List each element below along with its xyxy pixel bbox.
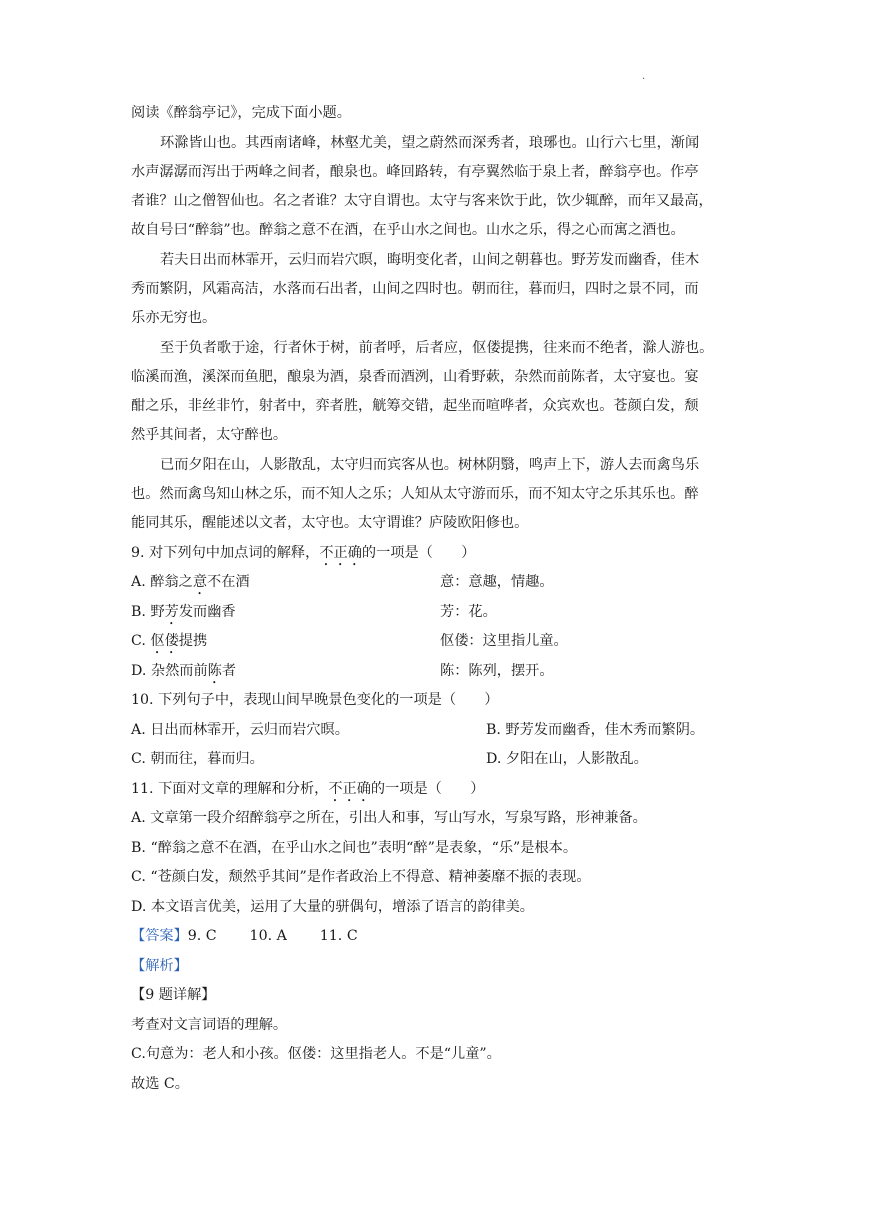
- passage-line: 临溪而渔，溪深而鱼肥，酿泉为酒，泉香而酒洌，山肴野蔌，杂然而前陈者，太守宴也。宴: [131, 369, 699, 385]
- q11-option-b: B. “醉翁之意不在酒，在乎山水之间也”表明“醉”是表象，“乐”是根本。: [131, 840, 578, 856]
- answer-text: 9. C 10. A 11. C: [187, 928, 358, 944]
- q9-stem: 9. 对下列句中加点词的解释，不正确的一项是（ ）: [131, 545, 476, 561]
- passage-line: 至于负者歌于途，行者休于树，前者呼，后者应，伛偻提携，往来而不绝者，滁人游也。: [160, 340, 714, 356]
- passage-line: 已而夕阳在山，人影散乱，太守归而宾客从也。树林阴翳，鸣声上下，游人去而禽鸟乐: [160, 457, 700, 473]
- passage-line: 酣之乐，非丝非竹，射者中，弈者胜，觥筹交错，起坐而喧哗者，众宾欢也。苍颜白发，颓: [131, 398, 699, 414]
- intro-instruction: 阅读《醉翁亭记》，完成下面小题。: [131, 105, 351, 121]
- detail-line: 考查对文言词语的理解。: [131, 1017, 288, 1033]
- passage-line: 乐亦无穷也。: [131, 310, 217, 326]
- q10-option-c: C. 朝而往，暮而归。: [131, 751, 264, 767]
- q9-emphasis: 不正确: [319, 545, 362, 561]
- answer-tag: 【答案】: [131, 928, 188, 944]
- q11-stem: 11. 下面对文章的理解和分析，不正确的一项是（ ）: [131, 781, 485, 797]
- passage-line: 水声潺潺而泻出于两峰之间者，酿泉也。峰回路转，有亭翼然临于泉上者，醉翁亭也。作亭: [131, 164, 699, 180]
- answer-line: [131, 925, 358, 947]
- passage-line: 者谁？山之僧智仙也。名之者谁？太守自谓也。太守与客来饮于此，饮少辄醉，而年又最高，: [131, 193, 713, 209]
- detail-line: C.句意为：老人和小孩。伛偻：这里指老人。不是“儿童”。: [131, 1046, 501, 1062]
- corner-dot: ·: [642, 74, 646, 85]
- q9-option-b: B. 野芳发而幽香 芳：花。: [131, 601, 236, 628]
- q9-gloss: 芳：花。: [440, 604, 497, 620]
- q9-gloss: 伛偻：这里指儿童。: [440, 633, 568, 649]
- q11-emphasis: 不正确: [328, 781, 371, 797]
- q9-option-d: D. 杂然而前陈者 陈：陈列，摆开。: [131, 660, 236, 687]
- q11-option-a: A. 文章第一段介绍醉翁亭之所在，引出人和事，写山写水，写泉写路，形神兼备。: [131, 810, 647, 826]
- passage-line: 能同其乐，醒能述以文者，太守也。太守谓谁？庐陵欧阳修也。: [131, 515, 529, 531]
- q10-option-a: A. 日出而林霏开，云归而岩穴暝。: [131, 722, 349, 738]
- passage-line: 故自号曰“醉翁”也。醉翁之意不在酒，在乎山水之间也。山水之乐，得之心而寓之酒也。: [131, 222, 685, 238]
- passage-line: 秀而繁阴，风霜高洁，水落而石出者，山间之四时也。朝而往，暮而归，四时之景不同，而: [131, 281, 699, 297]
- q11-option-d: D. 本文语言优美，运用了大量的骈偶句，增添了语言的韵律美。: [131, 899, 534, 915]
- detail-tag: 【9 题详解】: [131, 987, 216, 1003]
- analysis-tag: 【解析】: [131, 958, 188, 974]
- q9-gloss: 陈：陈列，摆开。: [440, 663, 554, 679]
- q11-option-c: C. “苍颜白发，颓然乎其间”是作者政治上不得意、精神萎靡不振的表现。: [131, 869, 591, 885]
- q10-option-d: D. 夕阳在山，人影散乱。: [486, 751, 648, 767]
- passage-line: 也。然而禽鸟知山林之乐，而不知人之乐；人知从太守游而乐，而不知太守之乐其乐也。醉: [131, 486, 699, 502]
- q9-option-c: C. 伛偻提携 伛偻：这里指儿童。: [131, 630, 207, 657]
- q10-stem: 10. 下列句子中，表现山间早晚景色变化的一项是（ ）: [131, 692, 499, 708]
- q9-gloss: 意：意趣，情趣。: [440, 574, 554, 590]
- q9-option-a: A. 醉翁之意不在酒 意：意趣，情趣。: [131, 571, 250, 598]
- passage-line: 若夫日出而林霏开，云归而岩穴暝，晦明变化者，山间之朝暮也。野芳发而幽香，佳木: [160, 252, 700, 268]
- passage-line: 然乎其间者，太守醉也。: [131, 427, 288, 443]
- passage-line: 环滁皆山也。其西南诸峰，林壑尤美，望之蔚然而深秀者，琅琊也。山行六七里，渐闻: [160, 135, 700, 151]
- q10-option-b: B. 野芳发而幽香，佳木秀而繁阴。: [486, 722, 705, 738]
- detail-line: 故选 C。: [131, 1076, 189, 1092]
